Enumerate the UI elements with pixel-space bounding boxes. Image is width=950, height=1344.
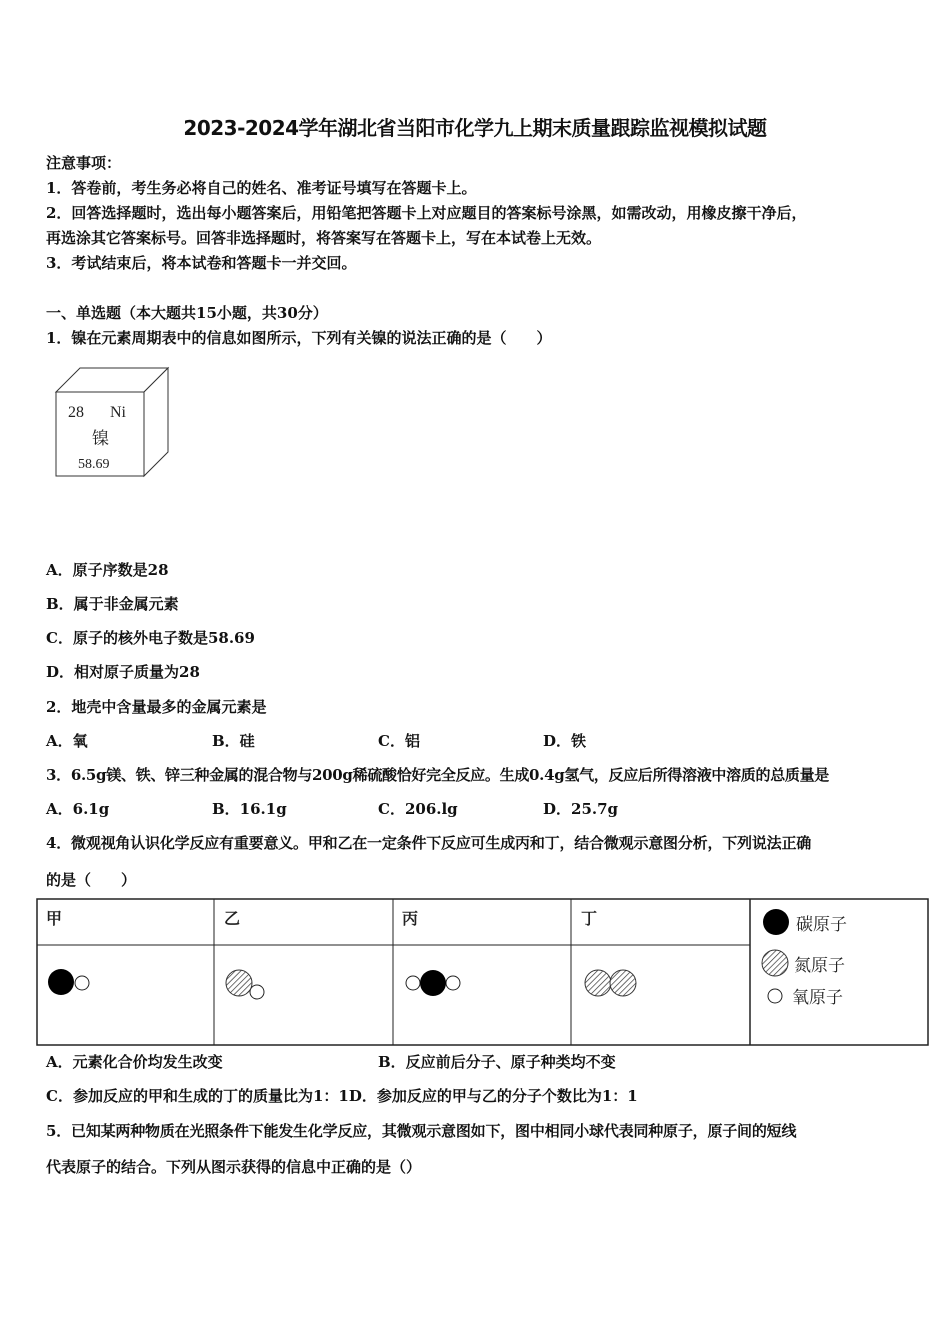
element-mass: 58.69: [78, 457, 110, 472]
question-1-stem: 1．镍在元素周期表中的信息如图所示，下列有关镍的说法正确的是（ ）: [46, 329, 552, 347]
legend-oxygen-label: 氧原子: [792, 988, 843, 1007]
q4-option-a: A．元素化合价均发生改变: [46, 1053, 223, 1071]
q1-option-a: A．原子序数是28: [46, 561, 169, 579]
q3-option-c: C．206.lg: [378, 800, 458, 818]
element-number: 28: [68, 404, 84, 421]
q3-option-b: B．16.1g: [212, 800, 287, 818]
notice-item: 1．答卷前，考生务必将自己的姓名、准考证号填写在答题卡上。: [46, 179, 477, 197]
molecule-bing: [406, 970, 460, 996]
q1-option-c: C．原子的核外电子数是58.69: [46, 629, 255, 647]
col-header-yi: 乙: [224, 911, 241, 928]
legend-carbon: [763, 909, 847, 935]
q2-option-b: B．硅: [212, 732, 255, 750]
q2-option-c: C．铝: [378, 732, 420, 750]
q1-option-d: D．相对原子质量为28: [46, 663, 200, 681]
q2-option-a: A．氧: [46, 732, 88, 750]
q2-option-d: D．铁: [543, 732, 587, 750]
element-symbol: Ni: [110, 404, 126, 421]
notice-item: 2．回答选择题时，选出每小题答案后，用铅笔把答题卡上对应题目的答案标号涂黑，如需改动，用橡皮擦干净后，: [46, 204, 807, 222]
question-4-stem-line2: 的是（ ）: [46, 871, 137, 889]
notice-item: 再选涂其它答案标号。回答非选择题时，将答案写在答题卡上，写在本试卷上无效。: [46, 229, 602, 247]
page-title: 2023-2024学年湖北省当阳市化学九上期末质量跟踪监视模拟试题: [183, 116, 767, 140]
legend-nitrogen-label: 氮原子: [794, 956, 845, 975]
col-header-jia: 甲: [46, 911, 63, 928]
question-2-stem: 2．地壳中含量最多的金属元素是: [46, 698, 267, 716]
q3-option-a: A．6.1g: [46, 800, 110, 818]
question-5-stem-line1: 5．已知某两种物质在光照条件下能发生化学反应，其微观示意图如下，图中相同小球代表同种原子，原子间的短线: [46, 1122, 797, 1140]
notice-heading: 注意事项：: [46, 154, 122, 172]
question-3-stem: 3．6.5g镁、铁、锌三种金属的混合物与200g稀硫酸恰好完全反应。生成0.4g氢气，反应后所得溶液中溶质的总质量是: [46, 766, 830, 784]
notice-item: 3．考试结束后，将本试卷和答题卡一并交回。: [46, 254, 357, 272]
question-4-stem-line1: 4．微观视角认识化学反应有重要意义。甲和乙在一定条件下反应可生成丙和丁，结合微观示意图分析，下列说法正确: [46, 834, 812, 852]
molecule-yi: [226, 970, 264, 999]
q4-option-b: B．反应前后分子、原子种类均不变: [378, 1053, 616, 1071]
q4-molecule-table: [36, 898, 932, 1050]
section-heading: 一、单选题（本大题共15小题，共30分）: [46, 304, 328, 322]
q3-option-d: D．25.7g: [543, 800, 619, 818]
question-5-stem-line2: 代表原子的结合。下列从图示获得的信息中正确的是（）: [46, 1158, 422, 1176]
molecule-ding: [585, 970, 636, 996]
element-name: 镍: [92, 429, 109, 448]
nickel-element-cube: [50, 362, 175, 482]
q4-option-c-d: C．参加反应的甲和生成的丁的质量比为1：1D．参加反应的甲与乙的分子个数比为1：1: [46, 1087, 638, 1105]
q1-option-b: B．属于非金属元素: [46, 595, 179, 613]
legend-carbon-label: 碳原子: [796, 915, 847, 934]
col-header-bing: 丙: [402, 911, 419, 928]
legend-oxygen: [768, 988, 843, 1007]
legend-nitrogen: [762, 950, 845, 976]
col-header-ding: 丁: [581, 911, 598, 928]
molecule-jia: [48, 969, 89, 995]
